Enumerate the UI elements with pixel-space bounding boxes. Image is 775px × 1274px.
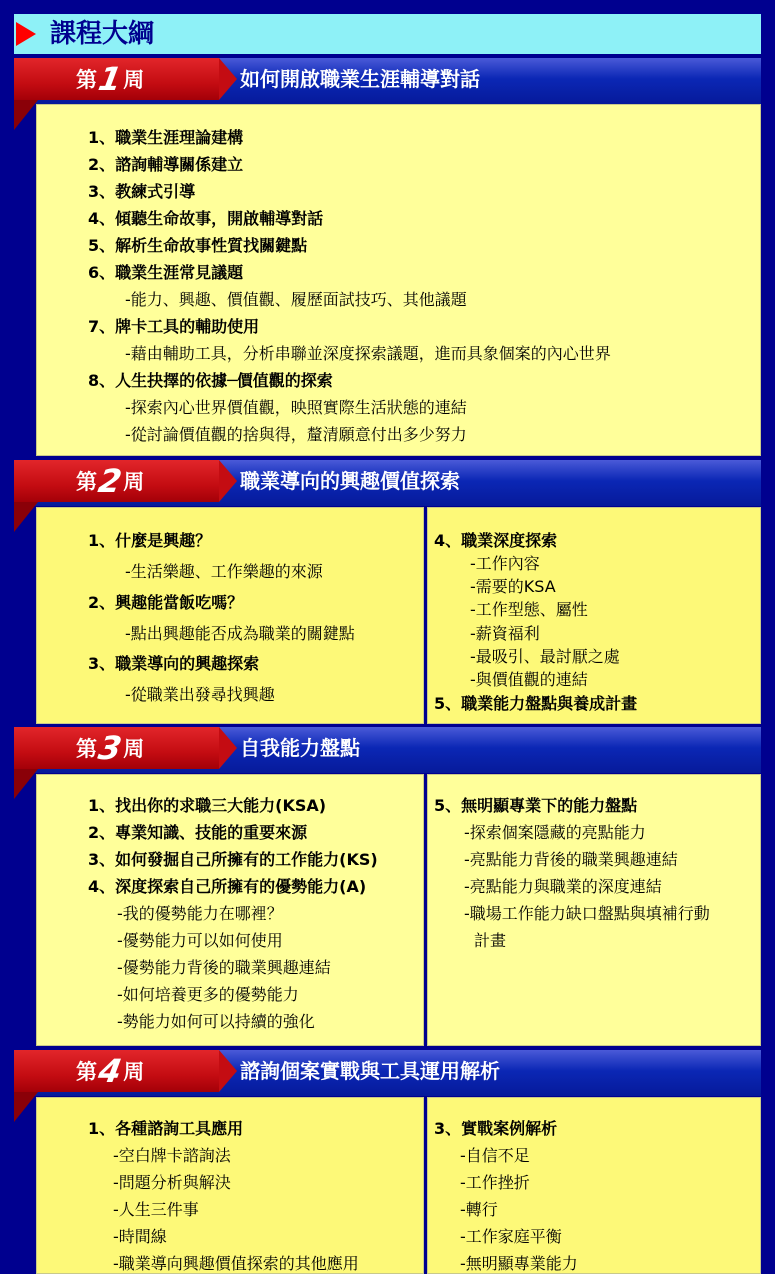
outline-item: 4、深度探索自己所擁有的優勢能力(A): [88, 877, 367, 896]
outline-item: 1、找出你的求職三大能力(KSA): [88, 796, 327, 815]
outline-subitem: -生活樂趣、工作樂趣的來源: [125, 562, 323, 581]
week-suffix: 周: [123, 68, 145, 92]
outline-subitem: -從討論價值觀的捨與得，釐清願意付出多少努力: [125, 425, 467, 444]
outline-subitem: -轉行: [460, 1200, 498, 1219]
outline-subitem: -自信不足: [460, 1146, 530, 1165]
outline-subitem: -最吸引、最討厭之處: [470, 647, 620, 666]
arrow-tip-icon: [219, 460, 237, 502]
week-1-content: [36, 104, 761, 456]
week-topic: 諮詢個案實戰與工具運用解析: [240, 1059, 500, 1083]
week-number: 4: [95, 1052, 125, 1090]
outline-subitem: -工作挫折: [460, 1173, 530, 1192]
outline-item: 8、人生抉擇的依據─價值觀的探索: [88, 371, 333, 390]
week-3-header: [14, 727, 761, 773]
outline-item: 3、如何發掘自己所擁有的工作能力(KS): [88, 850, 378, 869]
week-topic: 職業導向的興趣價值探索: [240, 469, 460, 493]
week-1-header: [14, 58, 761, 104]
outline-subitem: -亮點能力與職業的深度連結: [464, 877, 662, 896]
week-label: [76, 727, 144, 769]
week-number: 1: [95, 60, 125, 98]
arrow-tip-icon: [219, 727, 237, 769]
outline-item: 6、職業生涯常見議題: [88, 263, 244, 282]
outline-subitem: -工作家庭平衡: [460, 1227, 562, 1246]
week-label: [76, 1050, 144, 1092]
page-title-bar: [14, 14, 761, 54]
outline-subitem: -與價值觀的連結: [470, 670, 588, 689]
arrow-tip-icon: [219, 1050, 237, 1092]
outline-item: 2、諮詢輔導關係建立: [88, 155, 244, 174]
week-suffix: 周: [123, 470, 145, 494]
fold-corner: [14, 100, 38, 130]
arrow-tip-icon: [219, 58, 237, 100]
outline-item: 3、實戰案例解析: [434, 1119, 558, 1138]
outline-subitem: 計畫: [474, 931, 507, 950]
week-4-right-content: [427, 1097, 761, 1274]
week-2-left-content: [36, 507, 424, 724]
outline-item: 2、興趣能當飯吃嗎？: [88, 593, 244, 612]
outline-subitem: -勢能力如何可以持續的強化: [117, 1012, 315, 1031]
outline-subitem: -如何培養更多的優勢能力: [117, 985, 299, 1004]
outline-subitem: -職業導向興趣價值探索的其他應用: [113, 1254, 359, 1273]
fold-corner: [14, 1092, 38, 1122]
week-4-left-content: [36, 1097, 424, 1274]
outline-subitem: -我的優勢能力在哪裡？: [117, 904, 283, 923]
week-label: [76, 460, 144, 502]
week-prefix: 第: [76, 737, 97, 761]
week-2-header: [14, 460, 761, 506]
outline-subitem: -優勢能力背後的職業興趣連結: [117, 958, 331, 977]
outline-subitem: -點出興趣能否成為職業的關鍵點: [125, 624, 355, 643]
outline-item: 1、什麼是興趣？: [88, 531, 212, 550]
outline-item: 1、職業生涯理論建構: [88, 128, 244, 147]
week-prefix: 第: [76, 470, 97, 494]
outline-subitem: -人生三件事: [113, 1200, 199, 1219]
fold-corner: [14, 769, 38, 799]
week-label: [76, 58, 144, 100]
week-2-right-content: [427, 507, 761, 724]
outline-subitem: -藉由輔助工具，分析串聯並深度探索議題，進而具象個案的內心世界: [125, 344, 611, 363]
outline-item: 2、專業知識、技能的重要來源: [88, 823, 308, 842]
outline-item: 4、職業深度探索: [434, 531, 558, 550]
outline-subitem: -無明顯專業能力: [460, 1254, 578, 1273]
outline-subitem: -優勢能力可以如何使用: [117, 931, 283, 950]
outline-subitem: -空白牌卡諮詢法: [113, 1146, 231, 1165]
outline-subitem: -探索個案隱藏的亮點能力: [464, 823, 646, 842]
week-suffix: 周: [123, 1060, 145, 1084]
week-3-left-content: [36, 774, 424, 1046]
outline-item: 5、解析生命故事性質找關鍵點: [88, 236, 308, 255]
outline-subitem: -亮點能力背後的職業興趣連結: [464, 850, 678, 869]
week-prefix: 第: [76, 1060, 97, 1084]
play-arrow-icon: [16, 22, 36, 46]
outline-item: 3、職業導向的興趣探索: [88, 654, 260, 673]
outline-subitem: -工作內容: [470, 554, 540, 573]
week-suffix: 周: [123, 737, 145, 761]
week-topic: 如何開啟職業生涯輔導對話: [240, 67, 480, 91]
outline-subitem: -從職業出發尋找興趣: [125, 685, 275, 704]
outline-subitem: -能力、興趣、價值觀、履歷面試技巧、其他議題: [125, 290, 467, 309]
outline-item: 3、教練式引導: [88, 182, 196, 201]
outline-item: 4、傾聽生命故事，開啟輔導對話: [88, 209, 324, 228]
outline-item: 5、職業能力盤點與養成計畫: [434, 694, 638, 713]
fold-corner: [14, 502, 38, 532]
outline-subitem: -探索內心世界價值觀，映照實際生活狀態的連結: [125, 398, 467, 417]
outline-subitem: -問題分析與解決: [113, 1173, 231, 1192]
week-number: 2: [95, 462, 125, 500]
outline-subitem: -薪資福利: [470, 624, 540, 643]
outline-subitem: -工作型態、屬性: [470, 600, 588, 619]
outline-subitem: -時間線: [113, 1227, 167, 1246]
page-title: 課程大綱: [50, 19, 155, 49]
outline-item: 1、各種諮詢工具應用: [88, 1119, 244, 1138]
outline-item: 7、牌卡工具的輔助使用: [88, 317, 260, 336]
outline-subitem: -需要的KSA: [470, 577, 556, 596]
week-prefix: 第: [76, 68, 97, 92]
outline-subitem: -職場工作能力缺口盤點與填補行動: [464, 904, 710, 923]
week-4-header: [14, 1050, 761, 1096]
week-topic: 自我能力盤點: [240, 736, 360, 760]
outline-item: 5、無明顯專業下的能力盤點: [434, 796, 638, 815]
week-3-right-content: [427, 774, 761, 1046]
week-number: 3: [95, 729, 125, 767]
